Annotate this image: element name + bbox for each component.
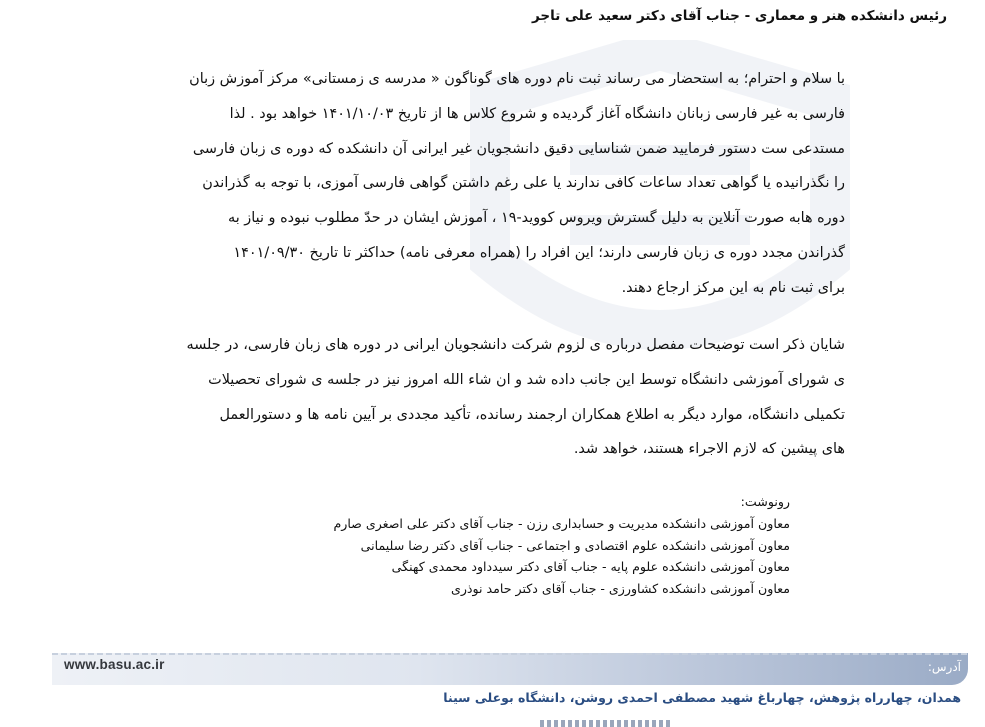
paragraph-line: تکمیلی دانشگاه، موارد دیگر به اطلاع همکاران ارجمند رسانده، تأکید مجددی بر آیین نامه ها و دستورالعمل [219, 406, 845, 423]
paragraph-line: با سلام و احترام؛ به استحضار می رساند ثبت نام دوره های گوناگون « مدرسه ی زمستانی» مرکز آموزش زبان [189, 71, 845, 87]
letter-paragraph-2 [186, 328, 845, 467]
paragraph-line: مستدعی ست دستور فرمایید ضمن شناسایی دقیق دانشجویان غیر ایرانی آن دانشکده که دوره ی زبان فارسی [192, 140, 845, 157]
paragraph-line: شایان ذکر است توضیحات مفصل درباره ی لزوم شرکت دانشجویان ایرانی در دوره های زبان فارسی، در جلسه [186, 337, 845, 353]
cc-list [333, 491, 790, 600]
letter-paragraph-1 [189, 62, 845, 306]
paragraph-line: را نگذرانیده یا گواهی تعداد ساعات کافی ندارند یا علی رغم داشتن گواهی فارسی آموزی، با توجه به گذراندن [202, 175, 845, 192]
letter-recipient: رئیس دانشکده هنر و معماری - جناب آقای دکتر سعید علی تاجر [532, 8, 947, 24]
paragraph-line: های پیشین که لازم الاجراء هستند، خواهد شد. [573, 441, 845, 458]
footer-bar [52, 653, 968, 685]
paragraph-line: گذراندن مجدد دوره ی زبان فارسی دارند؛ این افراد را (همراه معرفی نامه) حداکثر تا تاریخ ۱۴۰۱/۰۹/۳۰ [233, 244, 845, 261]
footer-divider [540, 720, 670, 727]
cc-item: معاون آموزشی دانشکده علوم پایه - جناب آقای دکتر سیدداود محمدی کهنگی [391, 559, 790, 575]
website-link[interactable]: www.basu.ac.ir [64, 657, 165, 672]
cc-item: معاون آموزشی دانشکده کشاورزی - جناب آقای دکتر حامد نوذری [450, 581, 790, 597]
address-label: آدرس: [927, 660, 961, 674]
paragraph-line: ی شورای آموزشی دانشگاه توسط این جانب داده شد و ان شاء الله امروز نیز در جلسه ی شورای تحصیلات [208, 371, 845, 388]
cc-label: رونوشت: [740, 494, 790, 509]
paragraph-line: برای ثبت نام به این مرکز ارجاع دهند. [621, 279, 845, 296]
cc-item: معاون آموزشی دانشکده علوم اقتصادی و اجتماعی - جناب آقای دکتر رضا سلیمانی [360, 537, 790, 553]
cc-item: معاون آموزشی دانشکده مدیریت و حسابداری رزن - جناب آقای دکتر علی اصغری صارم [333, 515, 790, 531]
paragraph-line: دوره هابه صورت آنلاین به دلیل گسترش ویروس کووید-۱۹ ، آموزش ایشان در حدّ مطلوب نبوده و نیاز به [228, 210, 845, 227]
address-text: همدان، چهارراه پژوهش، چهارباغ شهید مصطفی احمدی روشن، دانشگاه بوعلی سینا [443, 690, 961, 705]
paragraph-line: فارسی به غیر فارسی زبانان دانشگاه آغاز گردیده و شروع کلاس ها از تاریخ ۱۴۰۱/۱۰/۰۳ خواهد بود . لذا [229, 105, 845, 122]
